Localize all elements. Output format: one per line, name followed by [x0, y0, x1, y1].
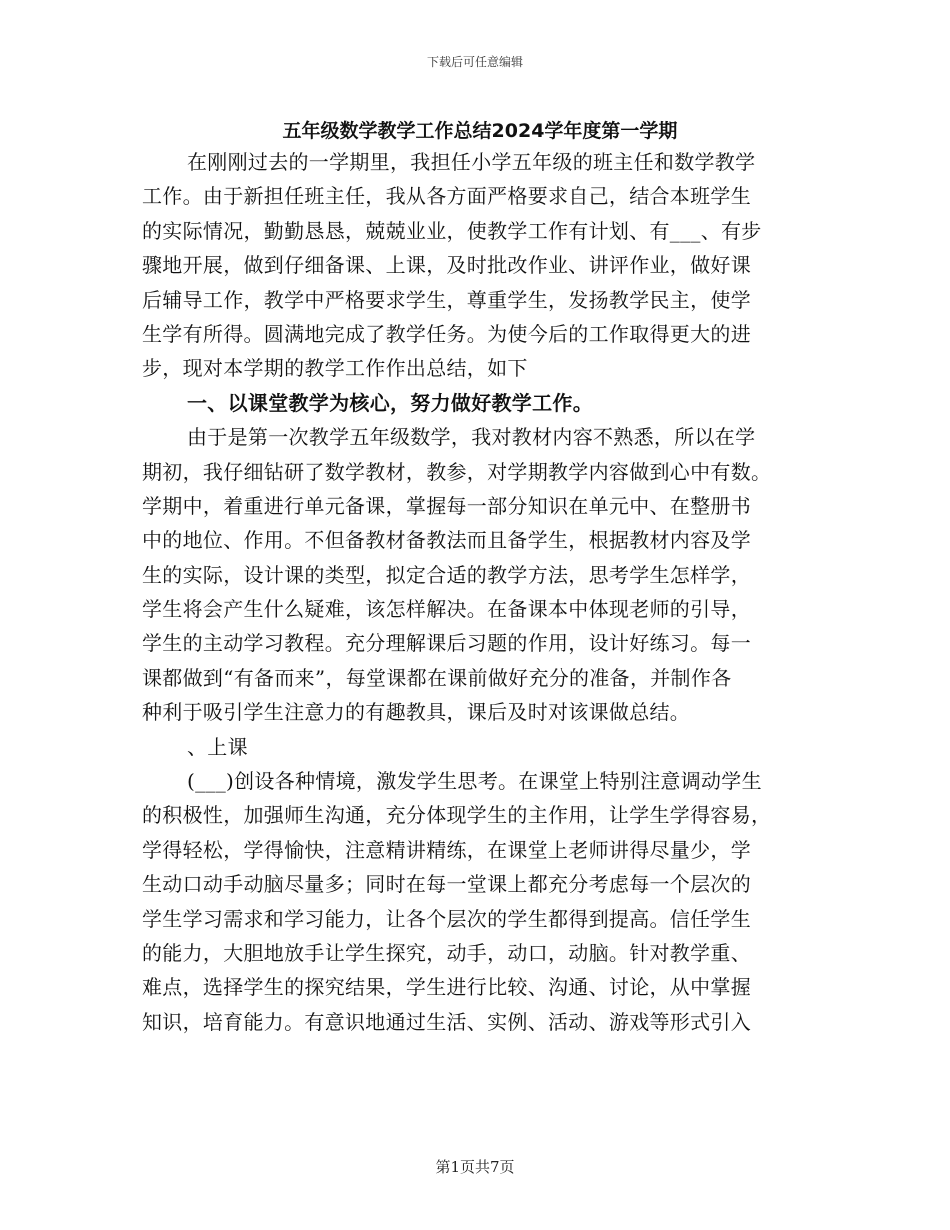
paragraph-line: 课都做到“有备而来”，每堂课都在课前做好充分的准备，并制作各	[142, 665, 732, 690]
paragraph-line: 工作。由于新担任班主任，我从各方面严格要求自己，结合本班学生	[142, 184, 751, 209]
paragraph-line: 在刚刚过去的一学期里，我担任小学五年级的班主任和数学教学	[187, 150, 756, 174]
paragraph-line: 知识，培育能力。有意识地通过生活、实例、活动、游戏等形式引入	[142, 1009, 751, 1034]
section-heading: 一、以课堂教学为核心，努力做好教学工作。	[187, 390, 593, 415]
paragraph-line: (___)创设各种情境，激发学生思考。在课堂上特别注意调动学生	[187, 769, 762, 794]
paragraph-line: 骤地开展，做到仔细备课、上课，及时批改作业、讲评作业，做好课	[142, 253, 751, 278]
paragraph-line: 生的实际，设计课的类型，拟定合适的教学方法，思考学生怎样学，	[142, 562, 751, 587]
paragraph-line: 学生学习需求和学习能力，让各个层次的学生都得到提高。信任学生	[142, 906, 751, 931]
paragraph-line: 学生的主动学习教程。充分理解课后习题的作用，设计好练习。每一	[142, 631, 751, 656]
paragraph-line: 的能力，大胆地放手让学生探究，动手，动口，动脑。针对教学重、	[142, 940, 751, 965]
document-body	[142, 145, 806, 1039]
paragraph-line: 步，现对本学期的教学工作作出总结，如下	[142, 356, 528, 381]
subsection-heading: 、上课	[187, 734, 248, 759]
paragraph-line: 中的地位、作用。不但备教材备教法而且备学生，根据教材内容及学	[142, 528, 751, 553]
paragraph-line: 的积极性，加强师生沟通，充分体现学生的主作用，让学生学得容易，	[142, 803, 772, 828]
paragraph-line: 种利于吸引学生注意力的有趣教具，课后及时对该课做总结。	[142, 700, 691, 725]
document-title: 五年级数学教学工作总结2024学年度第一学期	[282, 120, 678, 142]
paragraph-line: 学生将会产生什么疑难，该怎样解决。在备课本中体现老师的引导，	[142, 597, 751, 622]
paragraph-line: 生动口动手动脑尽量多；同时在每一堂课上都充分考虑每一个层次的	[142, 872, 751, 897]
paragraph-line: 学期中，着重进行单元备课，掌握每一部分知识在单元中、在整册书	[142, 493, 751, 518]
paragraph-line: 难点，选择学生的探究结果，学生进行比较、沟通、讨论，从中掌握	[142, 975, 751, 1000]
paragraph-line: 生学有所得。圆满地完成了教学任务。为使今后的工作取得更大的进	[142, 321, 751, 346]
paragraph-line: 学得轻松，学得愉快，注意精讲精练，在课堂上老师讲得尽量少，学	[142, 837, 751, 862]
paragraph-line: 的实际情况，勤勤恳恳，兢兢业业，使教学工作有计划、有___、有步	[142, 218, 762, 243]
paragraph-line: 由于是第一次教学五年级数学，我对教材内容不熟悉，所以在学	[187, 425, 756, 450]
page-header-note: 下载后可任意编辑	[426, 55, 523, 69]
paragraph-line: 期初，我仔细钻研了数学教材，教参，对学期教学内容做到心中有数。	[142, 459, 772, 484]
paragraph-line: 后辅导工作，教学中严格要求学生，尊重学生，发扬教学民主，使学	[142, 287, 751, 312]
page-number: 第1页共7页	[435, 1158, 515, 1176]
